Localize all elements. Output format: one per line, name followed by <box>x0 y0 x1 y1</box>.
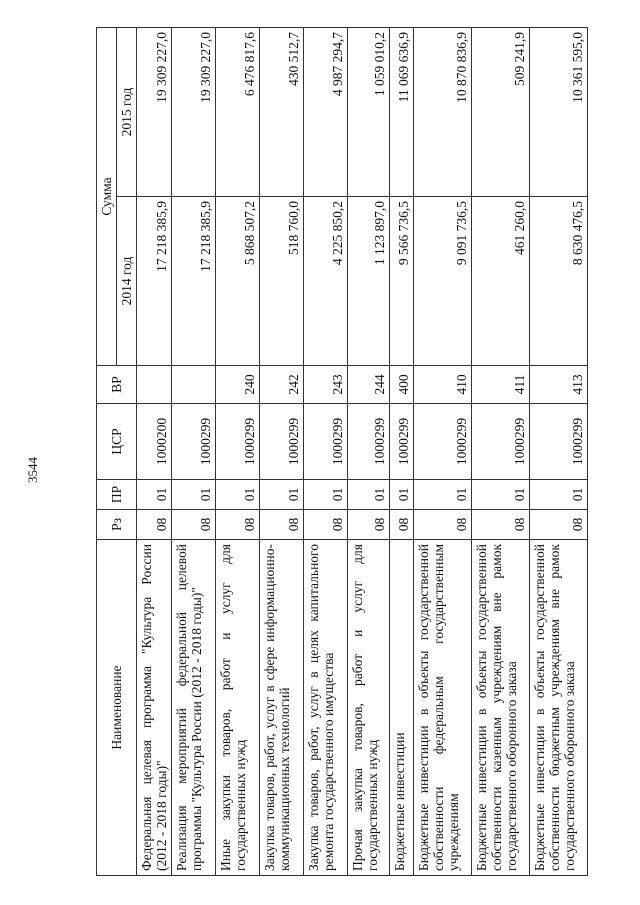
row-sum-2014: 4 225 850,2 <box>304 197 348 366</box>
row-rz: 08 <box>390 510 414 540</box>
table-row <box>414 27 472 875</box>
row-vr <box>172 366 216 404</box>
header-name: Наименование <box>97 540 137 876</box>
row-name: Бюджетные инвестиции <box>390 540 414 876</box>
row-pr: 01 <box>304 480 348 510</box>
row-csr: 1000200 <box>137 404 172 480</box>
row-sum-2014: 17 218 385,9 <box>172 197 216 366</box>
row-csr: 1000299 <box>172 404 216 480</box>
row-sum-2015: 509 241,9 <box>472 27 530 196</box>
table-row <box>472 27 530 875</box>
row-rz: 08 <box>216 510 260 540</box>
row-vr: 240 <box>216 366 260 404</box>
row-sum-2015: 4 987 294,7 <box>304 27 348 196</box>
row-pr: 01 <box>172 480 216 510</box>
row-vr: 410 <box>414 366 472 404</box>
row-rz: 08 <box>137 510 172 540</box>
row-sum-2014: 461 260,0 <box>472 197 530 366</box>
table-row <box>137 27 172 875</box>
row-pr: 01 <box>530 480 588 510</box>
row-rz: 08 <box>260 510 304 540</box>
row-csr: 1000299 <box>472 404 530 480</box>
row-name: Иные закупки товаров, работ и услуг для государственных нужд <box>216 540 260 876</box>
row-sum-2014: 17 218 385,9 <box>137 197 172 366</box>
row-rz: 08 <box>414 510 472 540</box>
row-csr: 1000299 <box>216 404 260 480</box>
row-name: Закупка товаров, работ, услуг в целях капитального ремонта государственного имущества <box>304 540 348 876</box>
header-rz: Рз <box>97 510 137 540</box>
row-pr: 01 <box>137 480 172 510</box>
table-row <box>216 27 260 875</box>
row-name: Федеральная целевая программа "Культура России (2012 - 2018 годы)" <box>137 540 172 876</box>
row-pr: 01 <box>260 480 304 510</box>
header-year-2015: 2015 год <box>117 27 137 196</box>
row-rz: 08 <box>172 510 216 540</box>
header-pr: ПР <box>97 480 137 510</box>
row-sum-2014: 8 630 476,5 <box>530 197 588 366</box>
page-number: 3544 <box>25 457 40 483</box>
row-csr: 1000299 <box>390 404 414 480</box>
row-sum-2015: 19 309 227,0 <box>137 27 172 196</box>
row-csr: 1000299 <box>414 404 472 480</box>
row-vr: 242 <box>260 366 304 404</box>
row-sum-2015: 1 059 010,2 <box>348 27 390 196</box>
rotated-table-wrapper <box>96 28 612 876</box>
row-csr: 1000299 <box>260 404 304 480</box>
row-rz: 08 <box>472 510 530 540</box>
row-pr: 01 <box>216 480 260 510</box>
table-row <box>390 27 414 875</box>
row-name: Закупка товаров, работ, услуг в сфере информационно-коммуникационных технологий <box>260 540 304 876</box>
row-vr <box>137 366 172 404</box>
row-name: Реализация мероприятий федеральной целевой программы "Культура России (2012 - 2018 годы)" <box>172 540 216 876</box>
row-rz: 08 <box>530 510 588 540</box>
row-name: Прочая закупка товаров, работ и услуг для государственных нужд <box>348 540 390 876</box>
budget-table <box>96 27 588 876</box>
row-pr: 01 <box>472 480 530 510</box>
row-csr: 1000299 <box>304 404 348 480</box>
row-sum-2014: 1 123 897,0 <box>348 197 390 366</box>
row-rz: 08 <box>348 510 390 540</box>
row-pr: 01 <box>390 480 414 510</box>
header-year-2014: 2014 год <box>117 197 137 366</box>
row-name: Бюджетные инвестиции в объекты государственной собственности бюджетным учреждениям вне рамок государственного оборонного заказа <box>530 540 588 876</box>
row-sum-2015: 11 069 636,9 <box>390 27 414 196</box>
row-sum-2015: 10 361 595,0 <box>530 27 588 196</box>
header-vr: ВР <box>97 366 137 404</box>
header-sum: Сумма <box>97 27 117 365</box>
row-pr: 01 <box>414 480 472 510</box>
row-vr: 411 <box>472 366 530 404</box>
table-row <box>530 27 588 875</box>
row-sum-2015: 6 476 817,6 <box>216 27 260 196</box>
table-row <box>172 27 216 875</box>
row-vr: 400 <box>390 366 414 404</box>
table-row <box>304 27 348 875</box>
row-sum-2014: 5 868 507,2 <box>216 197 260 366</box>
row-vr: 244 <box>348 366 390 404</box>
row-sum-2015: 10 870 836,9 <box>414 27 472 196</box>
table-row <box>260 27 304 875</box>
row-sum-2015: 19 309 227,0 <box>172 27 216 196</box>
row-csr: 1000299 <box>348 404 390 480</box>
row-sum-2014: 9 566 736,5 <box>390 197 414 366</box>
table-row <box>348 27 390 875</box>
row-rz: 08 <box>304 510 348 540</box>
row-sum-2015: 430 512,7 <box>260 27 304 196</box>
header-csr: ЦСР <box>97 404 137 480</box>
row-csr: 1000299 <box>530 404 588 480</box>
row-vr: 243 <box>304 366 348 404</box>
row-pr: 01 <box>348 480 390 510</box>
row-vr: 413 <box>530 366 588 404</box>
row-sum-2014: 9 091 736,5 <box>414 197 472 366</box>
row-name: Бюджетные инвестиции в объекты государственной собственности казенным учреждениям вне рамок государственного оборонного заказа <box>472 540 530 876</box>
header-row <box>97 27 117 875</box>
row-name: Бюджетные инвестиции в объекты государственной собственности федеральным государственным учреждениям <box>414 540 472 876</box>
row-sum-2014: 518 760,0 <box>260 197 304 366</box>
